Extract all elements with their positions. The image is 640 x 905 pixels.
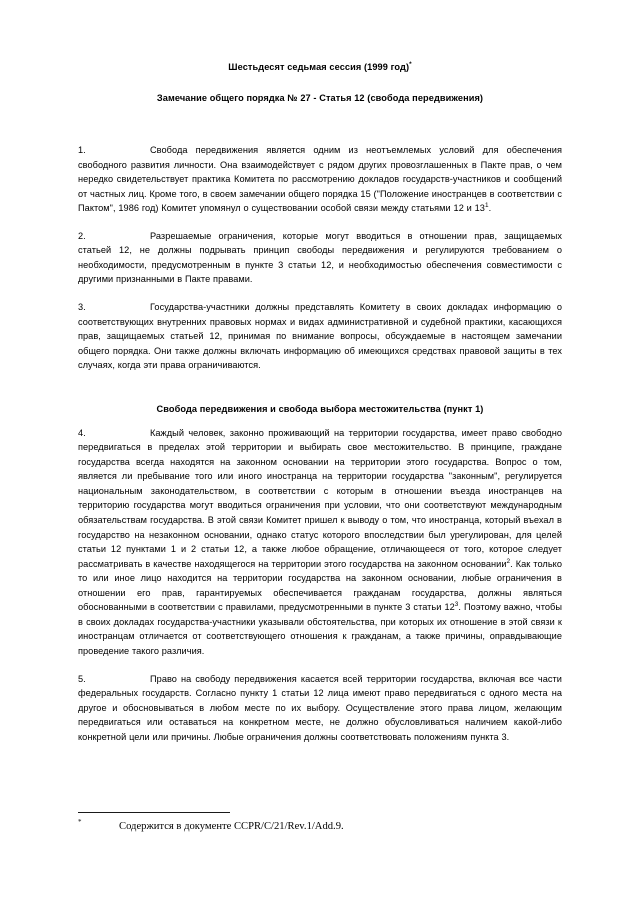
footnote-ref-3: 3 <box>454 601 459 609</box>
footnote-area <box>78 812 562 833</box>
paragraph-text-segment: . Как только то или иное лицо находится на территории государства на законном основании, любые ограничения в отношении его прав, гарантируемых обеспечивается гражданам государства, должны являться обоснованными в соответствии с правилами, предусмотренными в пункте 3 статьи 12 <box>78 558 563 613</box>
title-footnote-marker: * <box>409 60 412 68</box>
document-subtitle: Замечание общего порядка № 27 - Статья 12 (свобода передвижения) <box>156 93 484 104</box>
paragraph-text: Государства-участники должны представлять Комитету в своих докладах информацию о соответствующих внутренних правовых нормах и видах административной и судебной практики, касающихся прав, защищаемых статьей 12, принимая по внимание вопросы, обсуждаемые в настоящем замечании общего порядка. Они также должны включать информацию об имеющихся средствах правовой защиты в тех случаях, когда эти права ограничиваются. <box>78 301 562 371</box>
paragraph-3 <box>78 300 562 373</box>
paragraph-text-segment: Право на свободу передвижения касается всей территории государства, включая все части федеральных государств. Согласно пункту 1 статьи 12 лица имеют право передвигаться с одного места на другое и обосновываться в любом месте по их выбору. Осуществление этого права лицом, желающим передвигаться или оставаться на конкретном месте, не должно обусловливаться наличием какой-либо конкретной цели или причины. Любые ограничения должны соответствовать положениям пункта 3. <box>78 673 562 742</box>
document-title <box>78 0 562 73</box>
paragraph-number: 2. <box>78 230 86 241</box>
paragraph-number: 5. <box>78 673 86 684</box>
paragraph-4 <box>78 426 562 659</box>
footnote-separator <box>78 812 230 813</box>
paragraph-1 <box>78 143 562 216</box>
paragraph-number: 4. <box>78 427 86 438</box>
footnote-ref-1: 1 <box>484 202 489 210</box>
footnote-ref-2: 2 <box>506 557 511 565</box>
paragraph-5 <box>78 672 562 745</box>
document-title-text: Шестьдесят седьмая сессия (1999 год) <box>228 62 410 72</box>
paragraph-text: Свобода передвижения является одним из неотъемлемых условий для обеспечения свободного развития личности. Она взаимодействует с рядом других провозглашенных в Пакте прав, о чем нередко свидетельствует практика Комитета по рассмотрению докладов государств-участников и сообщений от частных лиц. Кроме того, в своем замечании общего порядка 15 ("Положение иностранцев в соответствии с Пактом", 1986 год) Комитет упомянул о существовании особой связи между статьями 12 и 13 <box>78 145 563 214</box>
paragraph-number: 3. <box>78 301 86 312</box>
paragraph-text-segment: Каждый человек, законно проживающий на территории государства, имеет право свободно передвигаться в пределах этой территории и выбирать свое местожительство. В принципе, граждане государства всегда находятся на законном основании на территории этого государства. Вопрос о том, является ли пребывание того или иного иностранца на территории государства "законным", регулируется национальным законодательством, в соответствии с которым в отношении въезда иностранцев на территорию государства могут вводиться ограничения при условии, что они соответствуют международным обязательствам государства. В этой связи Комитет пришел к выводу о том, что иностранца, который въехал в государство на незаконном основании, однако статус которого впоследствии был урегулирован, для целей статьи 12 пунктами 1 и 2 статьи 12, а также любое обращение, отличающееся от того, которое следует рассматривать в качестве находящегося на территории этого государства на законном основании <box>78 427 562 569</box>
document-body <box>78 0 562 744</box>
footnote-text: Содержится в документе CCPR/C/21/Rev.1/Add.9. <box>119 821 344 832</box>
section-heading: Свобода передвижения и свобода выбора местожительства (пункт 1) <box>156 403 484 414</box>
paragraph-2 <box>78 229 562 287</box>
paragraph-text-tail: . <box>488 203 492 214</box>
paragraph-text: Разрешаемые ограничения, которые могут вводиться в отношении прав, защищаемых статьей 12, не должны подрывать принцип свободы передвижения и регулируются требованием о необходимости, предусмотренным в пункте 3 статьи 12, и необходимостью обеспечения совместимости с другими признанными в Пакте правами. <box>78 230 562 285</box>
paragraph-number: 1. <box>78 145 86 156</box>
paragraph-text-segment: . Поэтому важно, чтобы в своих докладах государства-участники указывали обстоятельства, при которых их отношение в этой связи к иностранцам отличается от соответствующего отношения к гражданам, а также причины, оправдывающие проведение такого различия. <box>78 602 562 656</box>
footnote: * Содержится в документе CCPR/C/21/Rev.1/Add.9. <box>78 818 344 832</box>
